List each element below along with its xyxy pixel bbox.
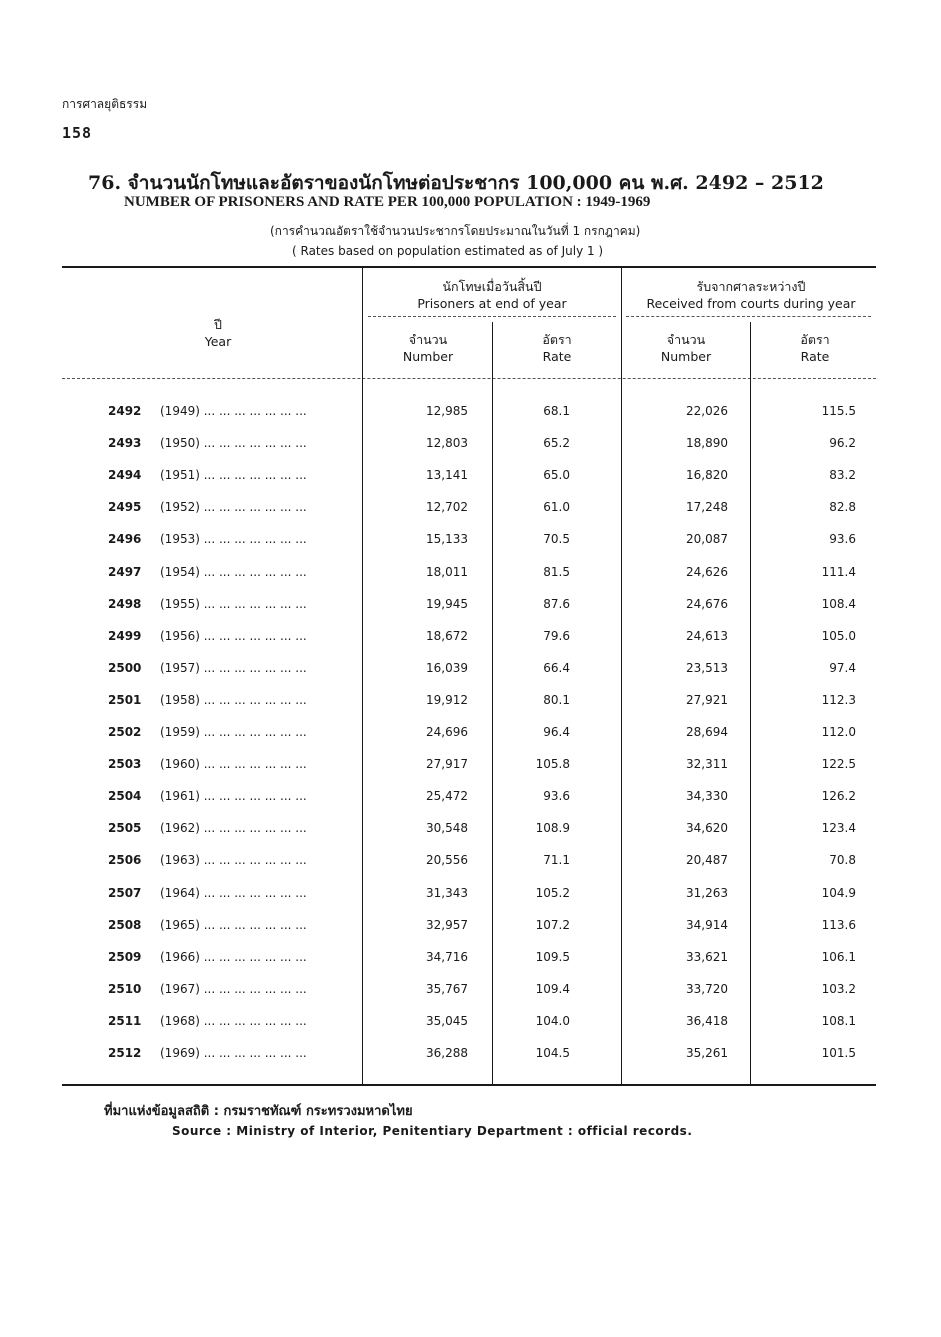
prisoners-number-cell: 35,045 xyxy=(426,1013,468,1028)
prisoners-number-cell: 12,803 xyxy=(426,436,468,451)
received-rate-cell: 115.5 xyxy=(821,404,856,418)
prisoners-number-cell: 18,672 xyxy=(426,628,468,643)
year-be-cell: 2507 xyxy=(108,885,142,900)
table-row xyxy=(0,436,941,468)
received-rate-cell: 111.4 xyxy=(821,564,856,579)
year-ce-cell: (1955) ... ... ... ... ... ... ... xyxy=(160,596,307,611)
table-row xyxy=(0,565,941,597)
received-rate-cell: 93.6 xyxy=(829,532,856,547)
received-group-english: Received from courts during year xyxy=(646,296,856,311)
table-row xyxy=(0,500,941,532)
prisoners-rate-cell: 109.4 xyxy=(535,981,570,996)
year-ce-cell: (1959) ... ... ... ... ... ... ... xyxy=(160,725,307,739)
table-row xyxy=(0,404,941,436)
received-rate-header xyxy=(752,331,878,365)
table-row xyxy=(0,532,941,564)
prisoners-rate-cell: 105.8 xyxy=(535,757,570,772)
rate-header-english: Rate xyxy=(542,349,572,364)
prisoners-rate-cell: 68.1 xyxy=(543,404,570,418)
prisoners-rate-cell: 93.6 xyxy=(543,789,570,804)
received-number-cell: 34,914 xyxy=(686,917,728,932)
rate-note-thai: (การคำนวณอัตราใช้จำนวนประชากรโดยประมาณในวันที่ 1 กรกฎาคม) xyxy=(270,224,641,238)
prisoners-number-cell: 34,716 xyxy=(426,949,468,964)
received-rate-cell: 83.2 xyxy=(829,468,856,483)
received-number-cell: 32,311 xyxy=(686,757,728,772)
table-row xyxy=(0,982,941,1014)
prisoners-number-header xyxy=(365,331,491,365)
received-rate-cell: 112.0 xyxy=(821,725,856,739)
year-be-cell: 2495 xyxy=(108,500,142,515)
received-number-cell: 33,720 xyxy=(686,981,728,996)
prisoners-group-thai: นักโทษเมื่อวันสิ้นปี xyxy=(442,279,542,294)
received-rate-cell: 104.9 xyxy=(821,885,856,900)
source-thai: ที่มาแห่งข้อมูลสถิติ : กรมราชทัณฑ์ กระทรวงมหาดไทย xyxy=(104,1104,413,1119)
prisoners-rate-cell: 65.2 xyxy=(543,436,570,451)
year-ce-cell: (1967) ... ... ... ... ... ... ... xyxy=(160,981,307,996)
received-rate-cell: 122.5 xyxy=(821,757,856,772)
received-group-thai: รับจากศาลระหว่างปี xyxy=(696,279,806,294)
year-be-cell: 2501 xyxy=(108,692,142,707)
running-head: การศาลยุติธรรม xyxy=(62,97,148,111)
table-row xyxy=(0,468,941,500)
received-rate-cell: 105.0 xyxy=(821,628,856,643)
received-number-cell: 24,613 xyxy=(686,628,728,643)
year-ce-cell: (1954) ... ... ... ... ... ... ... xyxy=(160,564,307,579)
year-be-cell: 2500 xyxy=(108,660,142,675)
prisoners-number-cell: 19,912 xyxy=(426,692,468,707)
year-ce-cell: (1961) ... ... ... ... ... ... ... xyxy=(160,789,307,804)
table-row xyxy=(0,1046,941,1078)
year-ce-cell: (1964) ... ... ... ... ... ... ... xyxy=(160,885,307,900)
year-header-english: Year xyxy=(204,334,232,349)
year-header-thai: ปี xyxy=(214,317,222,332)
prisoners-number-cell: 27,917 xyxy=(426,757,468,772)
table-row xyxy=(0,661,941,693)
source-english: Source : Ministry of Interior, Penitentiary Department : official records. xyxy=(172,1124,693,1138)
prisoners-rate-cell: 104.5 xyxy=(535,1046,570,1060)
prisoners-rate-cell: 107.2 xyxy=(535,917,570,932)
year-be-cell: 2512 xyxy=(108,1046,142,1060)
table-title-thai: 76. จำนวนนักโทษและอัตราของนักโทษต่อประชากร 100,000 คน พ.ศ. 2492 – 2512 xyxy=(88,172,824,194)
received-number-cell: 20,087 xyxy=(686,532,728,547)
prisoners-number-cell: 20,556 xyxy=(426,853,468,868)
received-number-cell: 33,621 xyxy=(686,949,728,964)
year-be-cell: 2496 xyxy=(108,532,142,547)
prisoners-number-cell: 16,039 xyxy=(426,660,468,675)
received-number-cell: 20,487 xyxy=(686,853,728,868)
table-row xyxy=(0,1014,941,1046)
number-header-thai: จำนวน xyxy=(408,332,448,347)
received-group-header xyxy=(624,278,878,312)
prisoners-rate-cell: 79.6 xyxy=(543,628,570,643)
year-ce-cell: (1953) ... ... ... ... ... ... ... xyxy=(160,532,307,547)
received-rate-cell: 103.2 xyxy=(821,981,856,996)
year-be-cell: 2494 xyxy=(108,468,142,483)
year-header xyxy=(170,316,266,350)
received-rate-cell: 123.4 xyxy=(821,821,856,836)
table-row xyxy=(0,821,941,853)
rate-note-english: ( Rates based on population estimated as of July 1 ) xyxy=(292,244,604,258)
prisoners-rate-cell: 109.5 xyxy=(535,949,570,964)
year-be-cell: 2492 xyxy=(108,404,142,418)
year-ce-cell: (1968) ... ... ... ... ... ... ... xyxy=(160,1013,307,1028)
rate-header-thai: อัตรา xyxy=(800,332,830,347)
received-number-cell: 27,921 xyxy=(686,692,728,707)
year-ce-cell: (1951) ... ... ... ... ... ... ... xyxy=(160,468,307,483)
table-title-english: NUMBER OF PRISONERS AND RATE PER 100,000 POPULATION : 1949-1969 xyxy=(124,194,651,210)
year-be-cell: 2499 xyxy=(108,628,142,643)
prisoners-group-english: Prisoners at end of year xyxy=(417,296,567,311)
table-row xyxy=(0,725,941,757)
received-number-cell: 36,418 xyxy=(686,1013,728,1028)
year-ce-cell: (1956) ... ... ... ... ... ... ... xyxy=(160,628,307,643)
year-be-cell: 2503 xyxy=(108,757,142,772)
year-be-cell: 2508 xyxy=(108,917,142,932)
table-row xyxy=(0,886,941,918)
received-rate-cell: 82.8 xyxy=(829,500,856,515)
prisoners-rate-cell: 61.0 xyxy=(543,500,570,515)
prisoners-rate-cell: 108.9 xyxy=(535,821,570,836)
number-header-english: Number xyxy=(660,349,712,364)
received-number-cell: 17,248 xyxy=(686,500,728,515)
received-rate-cell: 101.5 xyxy=(821,1046,856,1060)
prisoners-number-cell: 36,288 xyxy=(426,1046,468,1060)
received-rate-cell: 108.1 xyxy=(821,1013,856,1028)
prisoners-rate-cell: 87.6 xyxy=(543,596,570,611)
year-ce-cell: (1969) ... ... ... ... ... ... ... xyxy=(160,1046,307,1060)
received-number-cell: 23,513 xyxy=(686,660,728,675)
received-rate-cell: 106.1 xyxy=(821,949,856,964)
prisoners-rate-cell: 80.1 xyxy=(543,692,570,707)
header-bottom-rule xyxy=(62,378,876,379)
prisoners-number-cell: 24,696 xyxy=(426,725,468,739)
year-ce-cell: (1963) ... ... ... ... ... ... ... xyxy=(160,853,307,868)
table-top-rule xyxy=(62,266,876,268)
received-number-cell: 34,620 xyxy=(686,821,728,836)
prisoners-number-cell: 19,945 xyxy=(426,596,468,611)
received-number-cell: 28,694 xyxy=(686,725,728,739)
received-number-cell: 34,330 xyxy=(686,789,728,804)
group2-subrule xyxy=(626,316,871,317)
table-row xyxy=(0,757,941,789)
year-be-cell: 2497 xyxy=(108,564,142,579)
prisoners-number-cell: 18,011 xyxy=(426,564,468,579)
received-number-cell: 24,676 xyxy=(686,596,728,611)
prisoners-rate-cell: 104.0 xyxy=(535,1013,570,1028)
received-number-cell: 18,890 xyxy=(686,436,728,451)
year-ce-cell: (1962) ... ... ... ... ... ... ... xyxy=(160,821,307,836)
received-rate-cell: 126.2 xyxy=(821,789,856,804)
year-ce-cell: (1960) ... ... ... ... ... ... ... xyxy=(160,757,307,772)
year-ce-cell: (1965) ... ... ... ... ... ... ... xyxy=(160,917,307,932)
prisoners-rate-cell: 96.4 xyxy=(543,725,570,739)
prisoners-group-header xyxy=(365,278,619,312)
table-row xyxy=(0,693,941,725)
year-be-cell: 2506 xyxy=(108,853,142,868)
year-be-cell: 2504 xyxy=(108,789,142,804)
year-ce-cell: (1949) ... ... ... ... ... ... ... xyxy=(160,404,307,418)
prisoners-rate-cell: 70.5 xyxy=(543,532,570,547)
year-be-cell: 2498 xyxy=(108,596,142,611)
year-be-cell: 2502 xyxy=(108,725,142,739)
group1-subrule xyxy=(368,316,616,317)
prisoners-rate-cell: 65.0 xyxy=(543,468,570,483)
year-be-cell: 2493 xyxy=(108,436,142,451)
table-row xyxy=(0,629,941,661)
prisoners-number-cell: 25,472 xyxy=(426,789,468,804)
number-header-english: Number xyxy=(402,349,454,364)
received-number-header xyxy=(623,331,749,365)
year-ce-cell: (1952) ... ... ... ... ... ... ... xyxy=(160,500,307,515)
year-be-cell: 2505 xyxy=(108,821,142,836)
year-ce-cell: (1950) ... ... ... ... ... ... ... xyxy=(160,436,307,451)
prisoners-rate-cell: 66.4 xyxy=(543,660,570,675)
page-number: 158 xyxy=(62,124,93,142)
prisoners-number-cell: 32,957 xyxy=(426,917,468,932)
prisoners-number-cell: 31,343 xyxy=(426,885,468,900)
rate-header-english: Rate xyxy=(800,349,830,364)
table-row xyxy=(0,853,941,885)
prisoners-rate-header xyxy=(494,331,620,365)
table-row xyxy=(0,789,941,821)
prisoners-number-cell: 13,141 xyxy=(426,468,468,483)
received-rate-cell: 113.6 xyxy=(821,917,856,932)
year-be-cell: 2511 xyxy=(108,1013,142,1028)
prisoners-rate-cell: 81.5 xyxy=(543,564,570,579)
table-bottom-rule xyxy=(62,1084,876,1086)
prisoners-number-cell: 12,702 xyxy=(426,500,468,515)
rate-header-thai: อัตรา xyxy=(542,332,572,347)
prisoners-rate-cell: 71.1 xyxy=(543,853,570,868)
table-row xyxy=(0,918,941,950)
table-row xyxy=(0,597,941,629)
received-rate-cell: 112.3 xyxy=(821,692,856,707)
received-number-cell: 31,263 xyxy=(686,885,728,900)
year-ce-cell: (1966) ... ... ... ... ... ... ... xyxy=(160,949,307,964)
year-be-cell: 2510 xyxy=(108,981,142,996)
received-rate-cell: 108.4 xyxy=(821,596,856,611)
received-rate-cell: 96.2 xyxy=(829,436,856,451)
received-number-cell: 24,626 xyxy=(686,564,728,579)
number-header-thai: จำนวน xyxy=(666,332,706,347)
prisoners-rate-cell: 105.2 xyxy=(535,885,570,900)
received-rate-cell: 97.4 xyxy=(829,660,856,675)
received-number-cell: 35,261 xyxy=(686,1046,728,1060)
year-ce-cell: (1957) ... ... ... ... ... ... ... xyxy=(160,660,307,675)
prisoners-number-cell: 35,767 xyxy=(426,981,468,996)
prisoners-number-cell: 30,548 xyxy=(426,821,468,836)
table-row xyxy=(0,950,941,982)
prisoners-number-cell: 15,133 xyxy=(426,532,468,547)
year-ce-cell: (1958) ... ... ... ... ... ... ... xyxy=(160,692,307,707)
received-rate-cell: 70.8 xyxy=(829,853,856,868)
year-be-cell: 2509 xyxy=(108,949,142,964)
received-number-cell: 16,820 xyxy=(686,468,728,483)
received-number-cell: 22,026 xyxy=(686,404,728,418)
prisoners-number-cell: 12,985 xyxy=(426,404,468,418)
